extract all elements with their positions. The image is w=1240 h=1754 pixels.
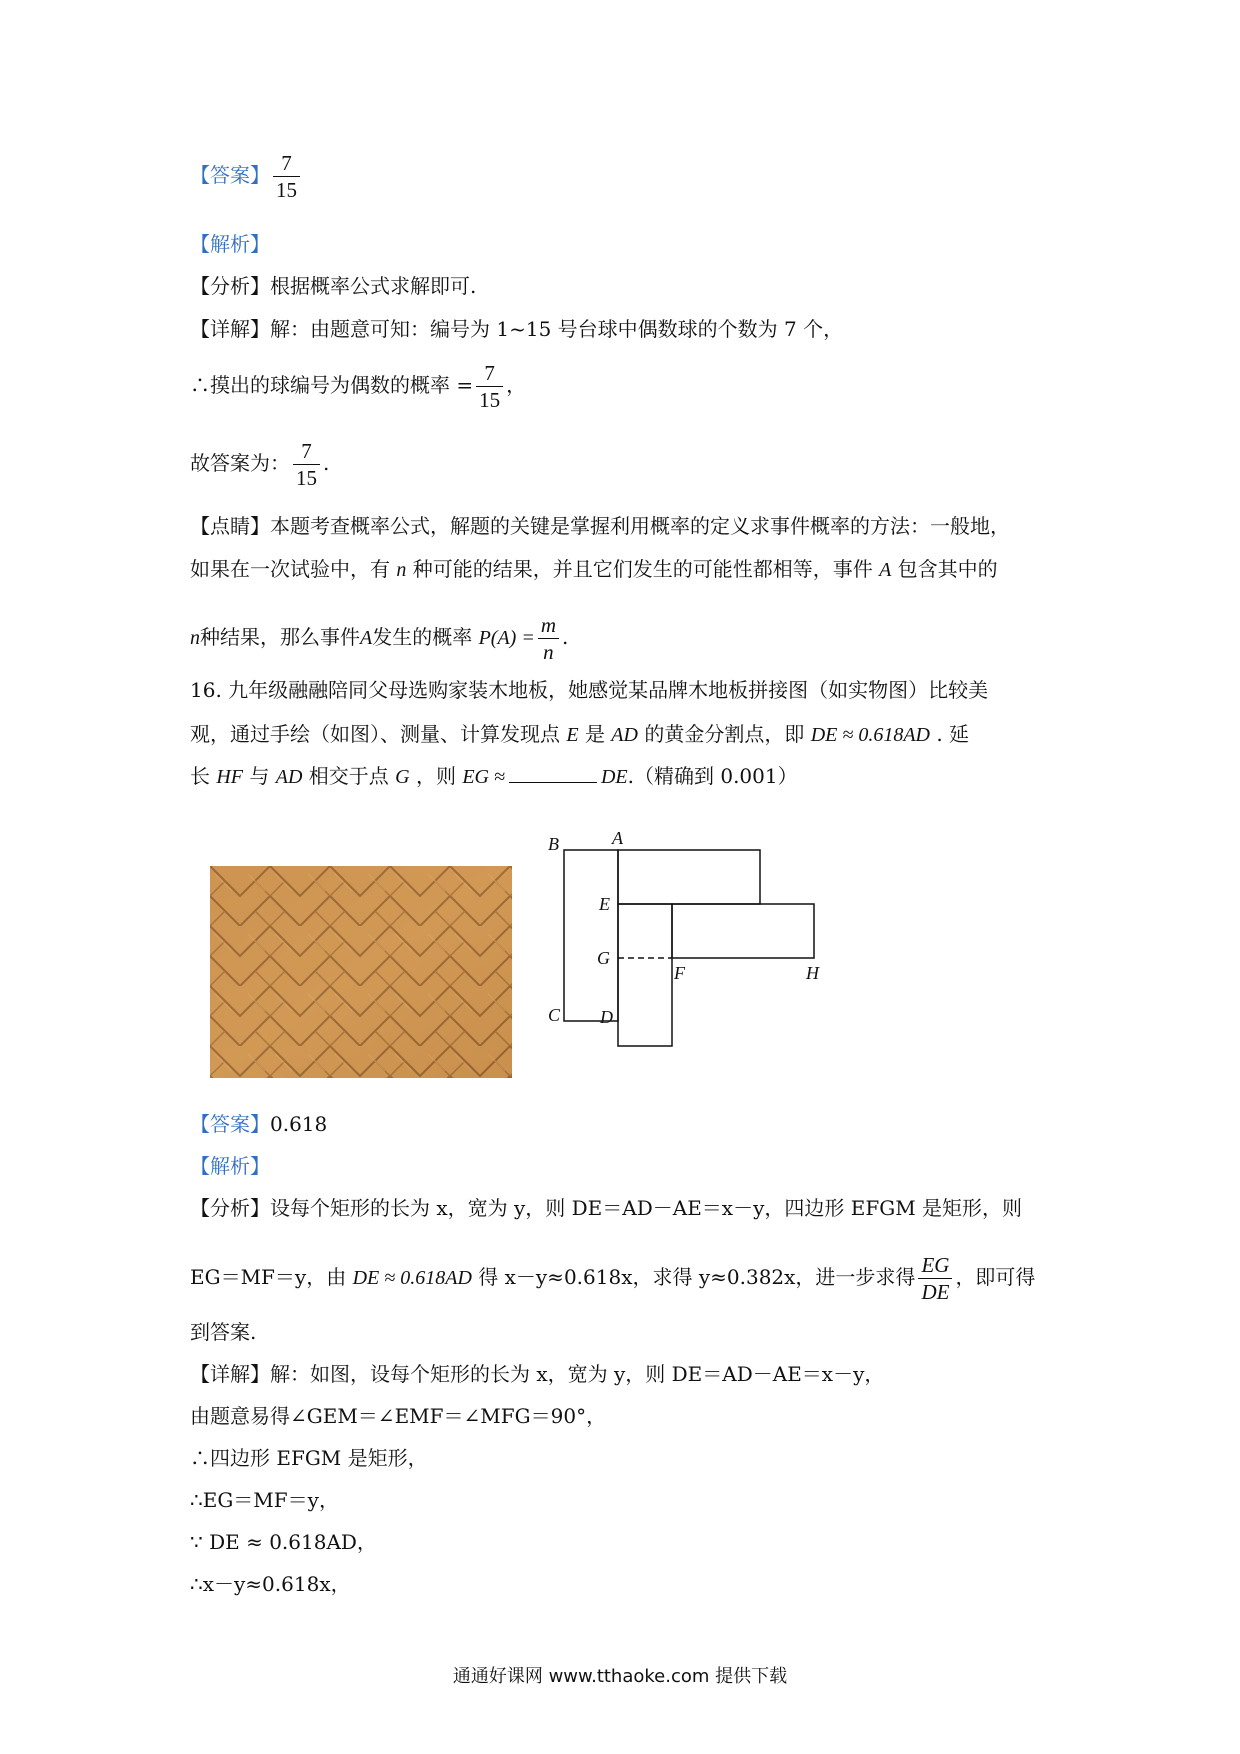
probability-formula: P(A) =: [478, 627, 535, 649]
q16-answer-line: [190, 1110, 327, 1138]
q15-detail-text: 解：由题意可知：编号为 1~15 号台球中偶数球的个数为 7 个，: [270, 317, 844, 341]
eg-over-de-fraction: $\frac{EG}{DE}$: [918, 1252, 952, 1305]
label-C: C: [548, 1005, 561, 1025]
q16-analysis-tag-line: [190, 1152, 270, 1180]
analysis-tag: 【解析】: [190, 1154, 270, 1178]
label-B: B: [548, 834, 559, 854]
fenxi-tag: 【分析】: [190, 1196, 270, 1220]
q15-probability-line: ∴摸出的球编号为偶数的概率 = $\frac{7}{15}$ ，: [190, 361, 527, 412]
label-H: H: [806, 963, 819, 983]
comment-tag: 【点睛】: [190, 514, 270, 538]
q16-fenxi-line3: 到答案.: [190, 1320, 257, 1344]
q16-detail-line1: 【详解】解：如图，设每个矩形的长为 x，宽为 y，则 DE＝AD－AE＝x－y，: [190, 1362, 885, 1386]
geometry-diagram: [540, 830, 870, 1084]
q15-comment-line3: n种结果，那么事件A发生的概率 P(A) = $\frac{m}{n}$ .: [190, 613, 569, 664]
q15-final-line: 故答案为： $\frac{7}{15}$ .: [190, 439, 330, 490]
q16-fenxi-line2: EG＝MF＝y，由 DE ≈ 0.618AD 得 x－y≈0.618x，求得 y≈0.382x，进一步求得 $\frac{EG}{DE}$ ，即可得: [190, 1253, 1036, 1304]
golden-ratio-formula: DE ≈ 0.618AD: [810, 724, 930, 746]
label-G: G: [597, 948, 610, 968]
q16-detail-line3: ∴四边形 EFGM 是矩形，: [190, 1446, 428, 1470]
final-fraction: $\frac{7}{15}$: [293, 438, 320, 491]
page-footer: 通通好课网 www.tthaoke.com 提供下载: [452, 1666, 788, 1687]
q15-comment-line1: 【点睛】本题考查概率公式，解题的关键是掌握利用概率的定义求事件概率的方法：一般地，: [190, 514, 1010, 538]
q15-detail-line: [190, 315, 843, 343]
q15-fenxi-text: 根据概率公式求解即可.: [270, 274, 477, 298]
probability-fraction: $\frac{7}{15}$: [476, 360, 503, 413]
q16-question-line1: 16. 九年级融融陪同父母选购家装木地板，她感觉某品牌木地板拼接图（如实物图）比较美: [190, 678, 989, 702]
detail-tag: 【详解】: [190, 317, 270, 341]
detail-tag: 【详解】: [190, 1362, 270, 1386]
answer-tag: 【答案】: [190, 163, 270, 187]
q15-comment-line2: 如果在一次试验中，有 n 种可能的结果，并且它们发生的可能性都相等，事件 A 包含其中的: [190, 557, 998, 581]
label-E: E: [599, 894, 610, 914]
label-F: F: [674, 963, 685, 983]
q16-fenxi-line1: 【分析】设每个矩形的长为 x，宽为 y，则 DE＝AD－AE＝x－y，四边形 EFGM 是矩形，则: [190, 1196, 1023, 1220]
q16-answer-value: 0.618: [270, 1112, 328, 1136]
answer-tag: 【答案】: [190, 1112, 270, 1136]
label-D: D: [600, 1007, 613, 1027]
fenxi-tag: 【分析】: [190, 274, 270, 298]
q16-detail-line6: ∴x－y≈0.618x，: [190, 1572, 351, 1596]
q16-question-line3: 长 HF 与 AD 相交于点 G ，则 EG ≈ DE.（精确到 0.001）: [190, 764, 798, 788]
q16-detail-line2: 由题意易得∠GEM＝∠EMF＝∠MFG＝90°，: [190, 1404, 607, 1428]
label-A: A: [612, 830, 623, 848]
rect-ED-vertical: [618, 904, 672, 1046]
analysis-tag: 【解析】: [190, 232, 270, 256]
answer-blank: [509, 764, 597, 783]
rect-BC: [564, 850, 618, 1021]
rect-A-top: [618, 850, 760, 904]
q16-question-line2: 观，通过手绘（如图）、测量、计算发现点 E 是 AD 的黄金分割点，即 DE ≈ 0.618AD . 延: [190, 722, 970, 746]
rect-FH: [672, 904, 814, 958]
q15-analysis-tag-line: [190, 230, 270, 258]
answer-fraction: $\frac{7}{15}$: [273, 150, 300, 203]
q16-detail-line5: ∵ DE ≈ 0.618AD，: [190, 1530, 377, 1554]
q16-detail-line4: ∴EG＝MF＝y，: [190, 1488, 339, 1512]
q15-fenxi-line: [190, 272, 476, 300]
wood-floor-photo: [210, 866, 512, 1078]
q15-answer-line: [190, 150, 303, 203]
herringbone-pattern: [210, 866, 512, 1078]
m-over-n-fraction: $\frac{m}{n}$: [538, 612, 559, 665]
